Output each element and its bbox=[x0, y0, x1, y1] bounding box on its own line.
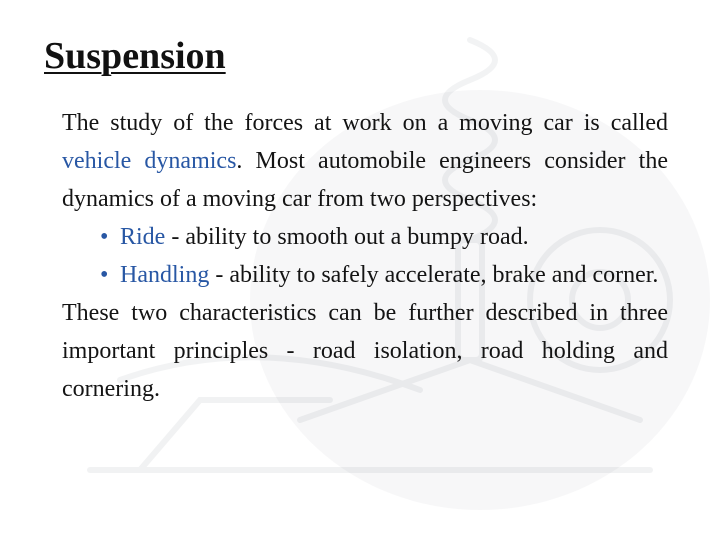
bullet-list bbox=[62, 218, 668, 294]
bullet-dot-icon: • bbox=[100, 262, 109, 288]
slide-body bbox=[62, 104, 668, 408]
bullet-text-ride: - ability to smooth out a bumpy road. bbox=[165, 224, 529, 250]
term-ride: Ride bbox=[120, 224, 166, 250]
closing-paragraph: These two characteristics can be further described in three important principles - road isolation, road holding and cornering. bbox=[62, 300, 668, 402]
bullet-item-ride bbox=[62, 218, 668, 256]
bullet-dot-icon: • bbox=[100, 224, 109, 250]
intro-text-after: . Most automobile engineers consider the dynamics of a moving car from two perspectives: bbox=[62, 148, 669, 212]
bullet-item-handling bbox=[62, 256, 668, 294]
bullet-text-handling: - ability to safely accelerate, brake and corner. bbox=[209, 262, 659, 288]
intro-paragraph bbox=[62, 104, 668, 218]
term-vehicle-dynamics: vehicle dynamics bbox=[62, 148, 237, 174]
term-handling: Handling bbox=[120, 262, 210, 288]
slide-title: Suspension bbox=[44, 35, 226, 77]
intro-text-before: The study of the forces at work on a moving car is called bbox=[62, 110, 668, 136]
